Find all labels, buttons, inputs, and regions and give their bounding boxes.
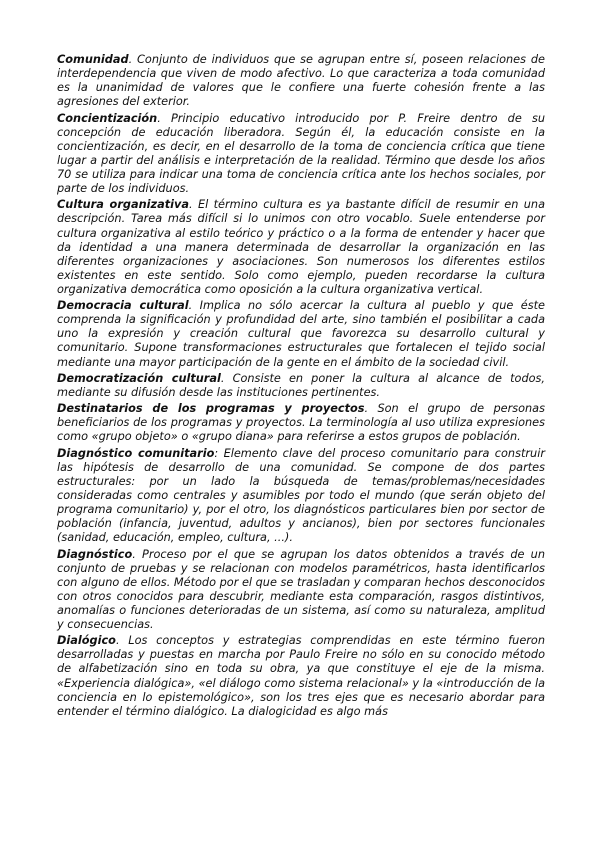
- glossary-entry: [57, 299, 545, 369]
- glossary-term: Dialógico: [57, 634, 116, 648]
- glossary-term: Destinatarios de los programas y proyectos: [57, 402, 365, 416]
- glossary-definition: . Los conceptos y estrategias comprendidas en este término fueron desarrolladas y puestas en marcha por Paulo Freire no sólo en su conocido método de alfabetización sino en toda su obra, ya que constituye el eje de la misma. «Experiencia dialógica», «el diálogo como sistema relacional» y la «introducción de la conciencia en lo epistemológico», son los tres ejes que es necesario abordar para entender el término dialógico. La dialogicidad es algo más: [57, 634, 545, 718]
- glossary-definition: : Elemento clave del proceso comunitario para construir las hipótesis de desarrollo de una comunidad. Se compone de dos partes estructurales: por un lado la búsqueda de temas/problemas/necesidades consideradas como centrales y asumibles por todo el mundo (que serán objeto del programa comunitario) y, por el otro, los diagnósticos particulares bien por sector de población (infancia, juventud, adultos y ancianos), bien por sectores funcionales (sanidad, educación, empleo, cultura, ...).: [57, 446, 545, 545]
- glossary-entry: [57, 198, 545, 297]
- glossary-definition: . El término cultura es ya bastante difícil de resumir en una descripción. Tarea más difícil si lo unimos con otro vocablo. Suele entenderse por cultura organizativa al estilo teórico y práctico o a la forma de entender y hacer que da identidad a una manera determinada de desarrollar la organización en las diferentes organizaciones y asociaciones. Son numerosos los diferentes estilos existentes en este sentido. Solo como ejemplo, pueden recordarse la cultura organizativa democrática como oposición a la cultura organizativa vertical.: [57, 198, 545, 296]
- glossary-entry: [57, 372, 545, 400]
- glossary-entry: [57, 447, 545, 546]
- glossary-term: Diagnóstico: [57, 547, 133, 561]
- glossary-definition: . Conjunto de individuos que se agrupan entre sí, poseen relaciones de interdependencia que viven de modo afectivo. Lo que caracteriza a toda comunidad es la unanimidad de valores que le confiere una fuerte cohesión frente a las agresiones del exterior.: [57, 53, 545, 109]
- glossary-term: Democratización cultural: [57, 371, 221, 385]
- glossary-definition: . Proceso por el que se agrupan los datos obtenidos a través de un conjunto de pruebas y se relacionan con modelos paramétricos, hasta identificarlos con alguno de ellos. Método por el que se trasladan y comparan hechos desconocidos con otros conocidos para descubrir, mediante esta comparación, rasgos distintivos, anomalías o funciones deterioradas de un sistema, así como su naturaleza, amplitud y consecuencias.: [57, 547, 545, 631]
- glossary-term: Comunidad: [57, 53, 129, 66]
- glossary-definition: . Implica no sólo acercar la cultura al pueblo y que éste comprenda la significación y profundidad del arte, sino también el posibilitar a cada uno la expresión y creación cultural que favorezca su desarrollo cultural y comunitario. Supone transformaciones estructurales que fortalecen el tejido social mediante una mayor participación de la gente en el ámbito de la sociedad civil.: [57, 299, 545, 369]
- glossary-page: [57, 53, 545, 721]
- glossary-term: Democracia cultural: [57, 299, 189, 313]
- glossary-term: Concientización: [57, 111, 158, 125]
- glossary-entry: [57, 548, 545, 633]
- glossary-term: Cultura organizativa: [57, 198, 189, 212]
- glossary-entry: [57, 53, 545, 109]
- glossary-definition: . Principio educativo introducido por P. Freire dentro de su concepción de educación liberadora. Según él, la educación consiste en la concientización, es decir, en el desarrollo de la toma de conciencia crítica que tiene lugar a partir del análisis e interpretación de la realidad. Término que desde los años 70 se utiliza para indicar una toma de conciencia crítica ante los hechos sociales, por parte de los individuos.: [57, 111, 545, 196]
- glossary-term: Diagnóstico comunitario: [57, 446, 215, 460]
- glossary-definition: . Consiste en poner la cultura al alcance de todos, mediante su difusión desde las instituciones pertinentes.: [57, 371, 546, 399]
- glossary-entry: [57, 112, 545, 197]
- glossary-entry: [57, 634, 545, 719]
- glossary-entry: [57, 402, 545, 444]
- glossary-definition: . Son el grupo de personas beneficiarios de los programas y proyectos. La terminología al uso utiliza expresiones como «grupo objeto» o «grupo diana» para referirse a estos grupos de población.: [57, 402, 545, 444]
